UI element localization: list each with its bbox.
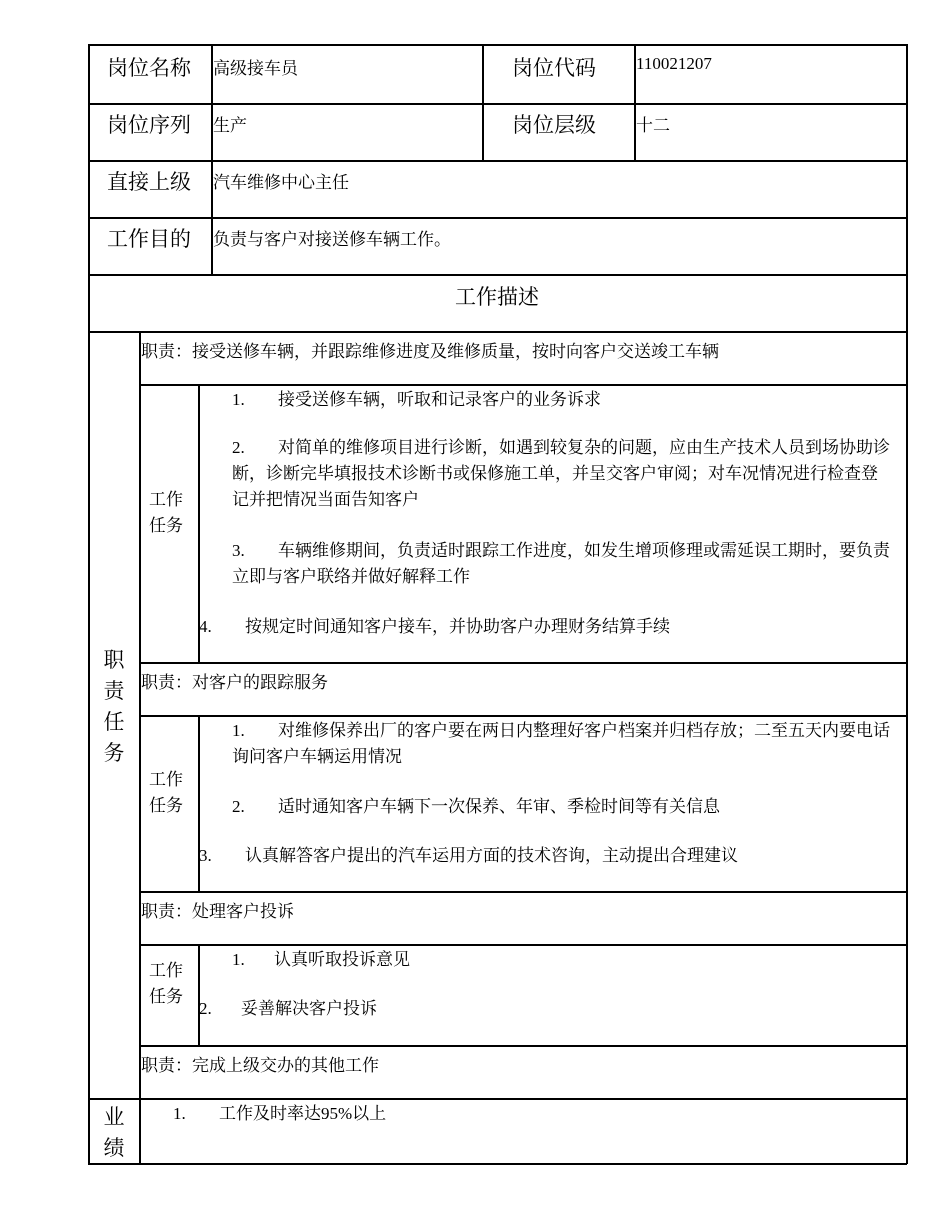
duties-label-char: 任 bbox=[103, 710, 125, 734]
purpose-value: 负责与客户对接送修车辆工作。 bbox=[213, 230, 451, 249]
task-label bbox=[146, 487, 186, 539]
task-text: 对简单的维修项目进行诊断，如遇到较复杂的问题，应由生产技术人员到场协助诊断，诊断完毕填报技术诊断书或保修施工单，并呈交客户审阅；对车况情况进行检查登记并把情况当面告知客户 bbox=[232, 438, 890, 509]
task-item bbox=[199, 996, 894, 1022]
task-number: 2. bbox=[232, 438, 245, 457]
task-label bbox=[146, 958, 186, 1010]
performance-number: 1. bbox=[173, 1104, 186, 1123]
performance-text: 工作及时率达95%以上 bbox=[219, 1104, 387, 1123]
task-label-line: 任务 bbox=[149, 796, 183, 815]
task-label bbox=[146, 767, 186, 819]
position-name-label: 岗位名称 bbox=[107, 56, 191, 80]
performance-label-char: 绩 bbox=[103, 1136, 125, 1160]
task-number: 1. bbox=[232, 390, 245, 409]
task-number: 3. bbox=[199, 846, 212, 865]
performance-item bbox=[173, 1101, 893, 1127]
rule bbox=[906, 44, 908, 1164]
task-number: 2. bbox=[232, 797, 245, 816]
description-title: 工作描述 bbox=[455, 285, 539, 309]
task-label-line: 任务 bbox=[149, 516, 183, 535]
task-item bbox=[232, 718, 894, 770]
task-text: 认真解答客户提出的汽车运用方面的技术咨询，主动提出合理建议 bbox=[245, 846, 738, 865]
superior-label: 直接上级 bbox=[107, 170, 191, 194]
rule bbox=[140, 662, 907, 664]
superior-value: 汽车维修中心主任 bbox=[213, 173, 349, 192]
sequence-label: 岗位序列 bbox=[107, 113, 191, 137]
task-number: 3. bbox=[232, 541, 245, 560]
duties-label-char: 责 bbox=[103, 679, 125, 703]
level-label: 岗位层级 bbox=[512, 113, 596, 137]
rule bbox=[140, 384, 907, 386]
rule bbox=[88, 44, 90, 1164]
task-number: 1. bbox=[232, 721, 245, 740]
task-text: 认真听取投诉意见 bbox=[274, 950, 410, 969]
task-number: 2. bbox=[199, 999, 212, 1018]
task-number: 4. bbox=[199, 617, 212, 636]
sequence-value: 生产 bbox=[213, 116, 247, 135]
position-code-label: 岗位代码 bbox=[512, 56, 596, 80]
task-item bbox=[199, 843, 894, 869]
rule bbox=[140, 715, 907, 717]
duty-title: 职责：完成上级交办的其他工作 bbox=[141, 1056, 379, 1075]
duty-title: 职责：接受送修车辆，并跟踪维修进度及维修质量，按时向客户交送竣工车辆 bbox=[141, 342, 719, 361]
task-label-line: 工作 bbox=[149, 961, 183, 980]
task-item bbox=[232, 435, 894, 513]
rule bbox=[88, 331, 907, 333]
duties-label-char: 务 bbox=[103, 741, 125, 765]
duty-title: 职责：对客户的跟踪服务 bbox=[141, 673, 328, 692]
rule bbox=[140, 944, 907, 946]
task-label-line: 任务 bbox=[149, 987, 183, 1006]
task-item bbox=[232, 387, 894, 413]
task-item bbox=[199, 614, 894, 640]
task-number: 1. bbox=[232, 950, 245, 969]
position-name-value: 高级接车员 bbox=[213, 59, 298, 78]
performance-label bbox=[99, 1102, 129, 1164]
duties-label-char: 职 bbox=[103, 648, 125, 672]
level-value: 十二 bbox=[636, 116, 670, 135]
task-text: 对维修保养出厂的客户要在两日内整理好客户档案并归档存放；二至五天内要电话询问客户车辆运用情况 bbox=[232, 721, 890, 766]
position-code-value: 110021207 bbox=[636, 54, 712, 73]
rule bbox=[198, 944, 200, 1046]
task-label-line: 工作 bbox=[149, 490, 183, 509]
duty-title: 职责：处理客户投诉 bbox=[141, 902, 294, 921]
task-label-line: 工作 bbox=[149, 770, 183, 789]
performance-label-char: 业 bbox=[103, 1105, 125, 1129]
task-item bbox=[232, 794, 894, 820]
task-item bbox=[232, 947, 894, 973]
duties-label bbox=[99, 645, 129, 769]
rule bbox=[88, 1098, 907, 1100]
task-item bbox=[232, 538, 894, 590]
task-text: 适时通知客户车辆下一次保养、年审、季检时间等有关信息 bbox=[278, 797, 720, 816]
rule bbox=[88, 1163, 907, 1165]
rule bbox=[482, 44, 484, 161]
task-text: 车辆维修期间，负责适时跟踪工作进度，如发生增项修理或需延误工期时，要负责立即与客户联络并做好解释工作 bbox=[232, 541, 890, 586]
rule bbox=[140, 1045, 907, 1047]
purpose-label: 工作目的 bbox=[107, 227, 191, 251]
task-text: 妥善解决客户投诉 bbox=[241, 999, 377, 1018]
task-text: 按规定时间通知客户接车，并协助客户办理财务结算手续 bbox=[245, 617, 670, 636]
rule bbox=[140, 891, 907, 893]
rule bbox=[139, 331, 141, 1164]
task-text: 接受送修车辆，听取和记录客户的业务诉求 bbox=[278, 390, 601, 409]
